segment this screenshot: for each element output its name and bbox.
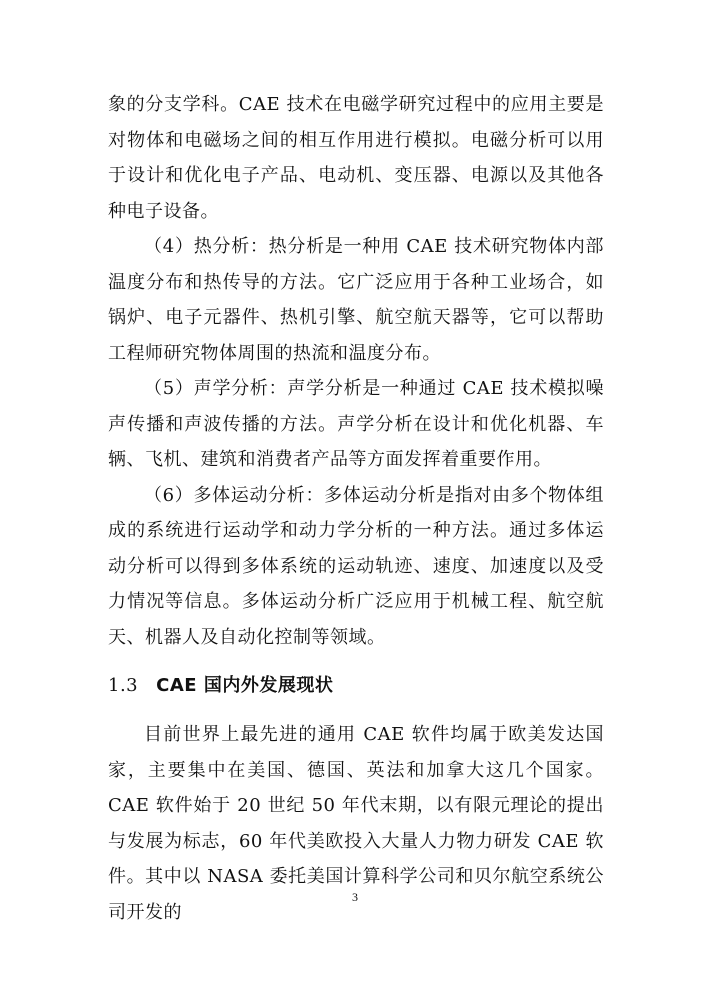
paragraph: （5）声学分析：声学分析是一种通过 CAE 技术模拟噪声传播和声波传播的方法。声学分析在设计和优化机器、车辆、飞机、建筑和消费者产品等方面发挥着重要作用。 [108,378,604,470]
paragraph: 象的分支学科。CAE 技术在电磁学研究过程中的应用主要是对物体和电磁场之间的相互作用进行模拟。电磁分析可以用于设计和优化电子产品、电动机、变压器、电源以及其他各种电子设备。 [108,94,604,222]
page-number: 3 [352,890,358,904]
body-text-top [108,87,604,655]
paragraph: 目前世界上最先进的通用 CAE 软件均属于欧美发达国家，主要集中在美国、德国、英法和加拿大这几个国家。CAE 软件始于 20 世纪 50 年代末期，以有限元理论的提出与发展为标志，60 年代美欧投入大量人力物力研发 CAE 软件。其中以 NASA 委托美国计算科学公司和贝尔航空系统公司开发的 [108,724,604,923]
page-content [108,87,604,930]
section-number: 1.3 [108,675,139,696]
section-title: CAE 国内外发展现状 [156,675,334,696]
section-heading [108,668,604,704]
paragraph: （4）热分析：热分析是一种用 CAE 技术研究物体内部温度分布和热传导的方法。它广泛应用于各种工业场合，如锅炉、电子元器件、热机引擎、航空航天器等，它可以帮助工程师研究物体周围的热流和温度分布。 [108,236,604,364]
paragraph: （6）多体运动分析：多体运动分析是指对由多个物体组成的系统进行运动学和动力学分析的一种方法。通过多体运动分析可以得到多体系统的运动轨迹、速度、加速度以及受力情况等信息。多体运动分析广泛应用于机械工程、航空航天、机器人及自动化控制等领域。 [108,484,604,648]
